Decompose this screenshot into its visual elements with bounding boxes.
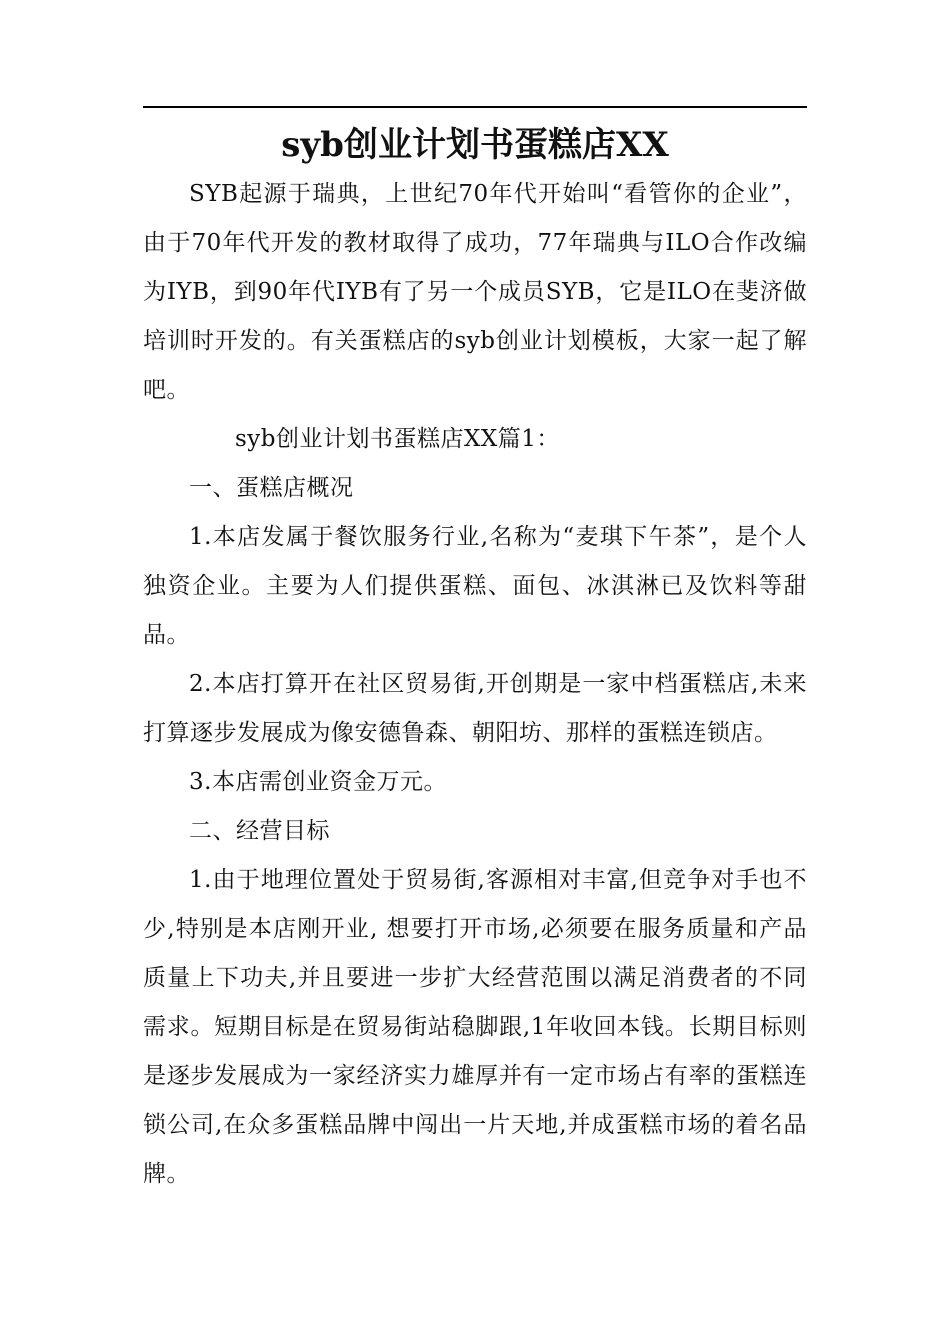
- section-label: syb创业计划书蛋糕店XX篇1：: [235, 426, 560, 452]
- header-rule: [143, 106, 807, 108]
- section-line: [143, 415, 807, 513]
- section-heading: 一、蛋糕店概况: [189, 475, 354, 501]
- intro-paragraph: SYB起源于瑞典，上世纪70年代开始叫“看管你的企业”，由于70年代开发的教材取得了成功，77年瑞典与ILO合作改编为IYB，到90年代IYB有了另一个成员SYB，它是ILO在斐济做培训时开发的。有关蛋糕店的syb创业计划模板，大家一起了解吧。: [143, 181, 807, 403]
- document-title: syb创业计划书蛋糕店XX: [281, 125, 669, 165]
- paragraph-goals: 1.由于地理位置处于贸易街,客源相对丰富,但竞争对手也不少,特别是本店刚开业, 想要打开市场,必须要在服务质量和产品质量上下功夫,并且要进一步扩大经营范围以满足消费者的不同需求。短期目标是在贸易街站稳脚跟,1年收回本钱。长期目标则是逐步发展成为一家经济实力雄厚并有一定市场占有率的蛋糕连锁公司,在众多蛋糕品牌中闯出一片天地,并成蛋糕市场的着名品牌。: [143, 867, 807, 1187]
- document-body: [143, 170, 807, 1199]
- section-heading-2: 二、经营目标: [189, 818, 330, 844]
- paragraph-item-3: 3.本店需创业资金万元。: [189, 769, 447, 795]
- paragraph-item-1: 1.本店发属于餐饮服务行业,名称为“麦琪下午茶”，是个人独资企业。主要为人们提供蛋糕、面包、冰淇淋已及饮料等甜品。: [143, 524, 807, 648]
- paragraph-item-2: 2.本店打算开在社区贸易街,开创期是一家中档蛋糕店,未来打算逐步发展成为像安德鲁森、朝阳坊、那样的蛋糕连锁店。: [143, 671, 807, 746]
